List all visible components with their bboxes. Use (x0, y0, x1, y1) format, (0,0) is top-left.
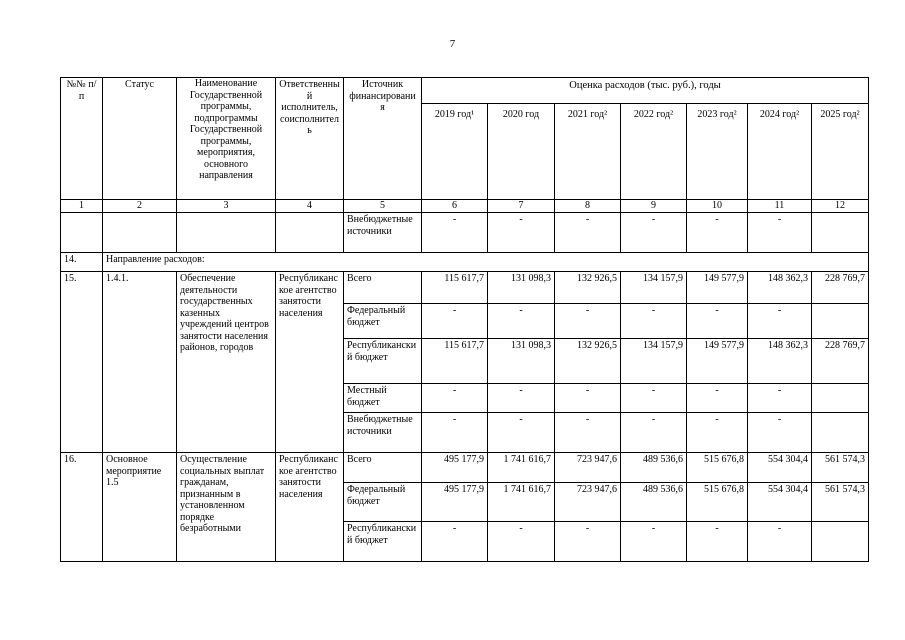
year-2023: 2023 год² (687, 104, 748, 200)
executor-cell: Республиканское агентство занятости населения (276, 453, 344, 562)
table-row: Внебюджетные источники - - - - - - (61, 213, 869, 253)
header-name: Наименование Государственной программы, подпрограммы Государственной программы, мероприятия, основного направления (177, 78, 276, 200)
source-cell: Федеральный бюджет (344, 483, 422, 522)
colnum: 3 (177, 200, 276, 213)
name-cell: Обеспечение деятельности государственных казенных учреждений центров занятости населения районов, городов (177, 272, 276, 453)
source-cell: Республиканский бюджет (344, 522, 422, 562)
source-cell: Всего (344, 272, 422, 304)
colnum: 2 (103, 200, 177, 213)
table-row: Местный бюджет - - - - - - (61, 384, 869, 413)
table-row: 16. Основное мероприятие 1.5 Осуществление социальных выплат гражданам, признанным в установленном порядке безработными Республиканское агентство занятости населения Всего 495 177,9 1 741 616,7 723 947,6 489 536,6 515 676,8 554 304,4 561 574,3 (61, 453, 869, 483)
source-cell: Всего (344, 453, 422, 483)
table-row (61, 253, 869, 272)
year-2025: 2025 год² (812, 104, 869, 200)
table-row: Федеральный бюджет - - - - - - (61, 304, 869, 339)
header-source: Источник финансирования (344, 78, 422, 200)
section-heading: Направление расходов: (103, 253, 869, 272)
status-cell: 1.4.1. (103, 272, 177, 453)
executor-cell: Республиканское агентство занятости населения (276, 272, 344, 453)
colnum: 11 (748, 200, 812, 213)
source-cell: Внебюджетные источники (344, 213, 422, 253)
page-number: 7 (449, 38, 456, 50)
header-executor: Ответственный исполнитель, соисполнитель (276, 78, 344, 200)
table-row: Внебюджетные источники - - - - - - (61, 413, 869, 453)
table-row: Федеральный бюджет 495 177,9 1 741 616,7 723 947,6 489 536,6 515 676,8 554 304,4 561 574,3 (61, 483, 869, 522)
colnum: 10 (687, 200, 748, 213)
colnum: 8 (555, 200, 621, 213)
row-number: 16. (61, 453, 103, 562)
table-row: 15. 1.4.1. Обеспечение деятельности государственных казенных учреждений центров занятости населения районов, городов Республиканское агентство занятости населения Всего 115 617,7 131 098,3 132 926,5 134 157,9 149 577,9 148 362,3 228 769,7 (61, 272, 869, 304)
name-cell: Осуществление социальных выплат гражданам, признанным в установленном порядке безработными (177, 453, 276, 562)
year-2024: 2024 год² (748, 104, 812, 200)
year-2019: 2019 год¹ (422, 104, 488, 200)
table-row: Республиканский бюджет 115 617,7 131 098,3 132 926,5 134 157,9 149 577,9 148 362,3 228 769,7 (61, 339, 869, 384)
colnum: 4 (276, 200, 344, 213)
colnum: 6 (422, 200, 488, 213)
header-num: №№ п/п (61, 78, 103, 200)
year-2021: 2021 год² (555, 104, 621, 200)
header-expense-group: Оценка расходов (тыс. руб.), годы (422, 78, 869, 104)
colnum: 7 (488, 200, 555, 213)
year-2022: 2022 год² (621, 104, 687, 200)
column-numbers-row (61, 200, 869, 213)
budget-table (60, 77, 869, 562)
source-cell: Внебюджетные источники (344, 413, 422, 453)
header-row-1 (61, 78, 869, 104)
source-cell: Федеральный бюджет (344, 304, 422, 339)
status-cell: Основное мероприятие 1.5 (103, 453, 177, 562)
row-number: 15. (61, 272, 103, 453)
source-cell: Республиканский бюджет (344, 339, 422, 384)
year-2020: 2020 год (488, 104, 555, 200)
header-status: Статус (103, 78, 177, 200)
table-row: Республиканский бюджет - - - - - - (61, 522, 869, 562)
colnum: 12 (812, 200, 869, 213)
colnum: 5 (344, 200, 422, 213)
source-cell: Местный бюджет (344, 384, 422, 413)
row-number: 14. (61, 253, 103, 272)
colnum: 9 (621, 200, 687, 213)
colnum: 1 (61, 200, 103, 213)
